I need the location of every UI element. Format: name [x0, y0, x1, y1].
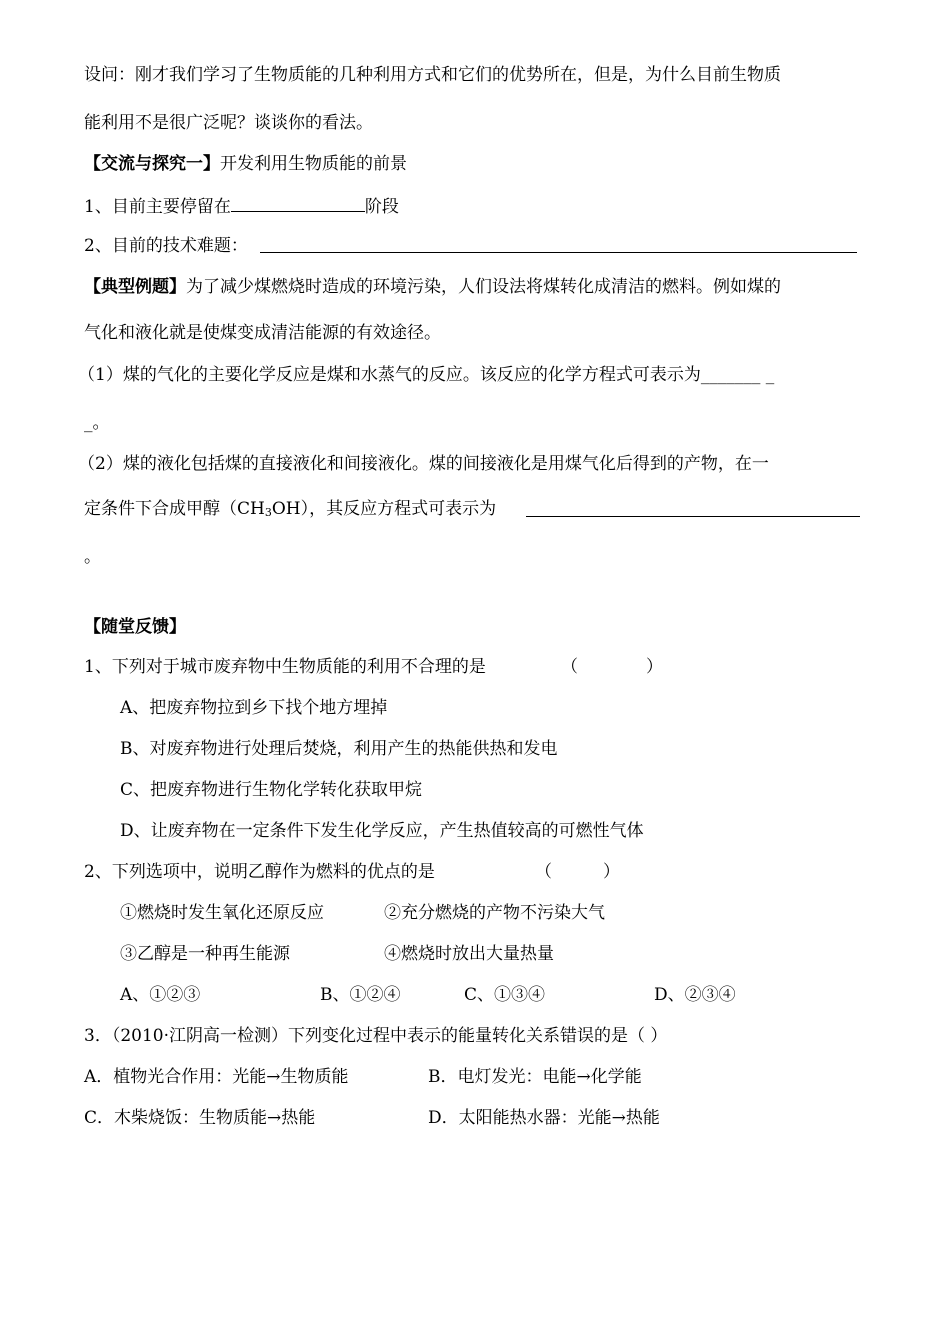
explore1-item1-suffix: 阶段: [364, 197, 399, 217]
feedback-q2-option-b: B、①②④: [320, 985, 401, 1005]
feedback-q2-statement-4: ④燃烧时放出大量热量: [384, 944, 554, 964]
feedback-q2-option-d: D、②③④: [654, 985, 736, 1005]
feedback-q3-option-b: B．电灯发光：电能→化学能: [428, 1067, 642, 1087]
intro-line-1: 设问：刚才我们学习了生物质能的几种利用方式和它们的优势所在，但是，为什么目前生物质: [84, 65, 781, 85]
explore1-item2-prefix: 2、目前的技术难题：: [84, 236, 248, 256]
intro-line-2: 能利用不是很广泛呢？谈谈你的看法。: [84, 113, 373, 133]
explore1-item1-blank[interactable]: [231, 194, 365, 212]
feedback-q3-option-d: D．太阳能热水器：光能→热能: [428, 1108, 660, 1128]
feedback-q1-option-c: C、把废弃物进行生物化学转化获取甲烷: [120, 780, 423, 800]
feedback-q2-stem: 2、下列选项中，说明乙醇作为燃料的优点的是: [84, 862, 435, 882]
feedback-q1-option-a: A、把废弃物拉到乡下找个地方埋掉: [120, 698, 388, 718]
explore1-item1-prefix: 1、目前主要停留在: [84, 197, 231, 217]
feedback-q3-option-a: A．植物光合作用：光能→生物质能: [84, 1067, 349, 1087]
explore1-item-1: [84, 194, 399, 218]
feedback-q3-stem: 3．（2010·江阴高一检测）下列变化过程中表示的能量转化关系错误的是（ ）: [84, 1026, 668, 1046]
feedback-q1-text: 1、下列对于城市废弃物中生物质能的利用不合理的是: [84, 657, 486, 677]
explore1-heading-line: [84, 153, 407, 175]
feedback-q3-option-c: C．木柴烧饭：生物质能→热能: [84, 1108, 316, 1128]
feedback-q2-answer-paren[interactable]: （ ）: [535, 862, 620, 882]
feedback-q1-stem: [84, 656, 486, 678]
feedback-q1-option-b: B、对废弃物进行处理后焚烧，利用产生的热能供热和发电: [120, 739, 558, 759]
example-q2-text-b: OH），其反应方程式可表示为: [271, 499, 497, 519]
feedback-q1-answer-paren[interactable]: （ ）: [561, 657, 663, 677]
feedback-q1-option-d: D、让废弃物在一定条件下发生化学反应，产生热值较高的可燃性气体: [120, 821, 644, 841]
example-q2-line-1: （2）煤的液化包括煤的直接液化和间接液化。煤的间接液化是用煤气化后得到的产物，在一: [78, 454, 769, 474]
example-text-1: 为了减少煤燃烧时造成的环境污染，人们设法将煤转化成清洁的燃料。例如煤的: [186, 277, 781, 297]
explore1-title: 开发利用生物质能的前景: [220, 154, 407, 174]
explore1-heading: 【交流与探究一】: [84, 154, 220, 174]
example-q2-subscript: 3: [264, 506, 272, 519]
example-q1-blank[interactable]: _______ _: [700, 365, 775, 385]
feedback-heading: 【随堂反馈】: [84, 617, 186, 637]
example-q2-blank[interactable]: [526, 516, 860, 517]
explore1-item-2: [84, 235, 248, 257]
example-line-1: [84, 276, 781, 298]
example-q1-end: _。: [84, 413, 110, 433]
example-q2-line-2: [84, 498, 496, 524]
feedback-q2-option-c: C、①③④: [464, 985, 546, 1005]
example-q2-text-a: 定条件下合成甲醇（CH: [84, 499, 265, 519]
example-line-2: 气化和液化就是使煤变成清洁能源的有效途径。: [84, 323, 441, 343]
feedback-q2-statement-3: ③乙醇是一种再生能源: [120, 944, 290, 964]
example-q1-text: （1）煤的气化的主要化学反应是煤和水蒸气的反应。该反应的化学方程式可表示为: [78, 365, 701, 385]
example-q1: [78, 364, 774, 386]
example-heading: 【典型例题】: [84, 277, 186, 297]
feedback-q2-statement-1: ①燃烧时发生氧化还原反应: [120, 903, 324, 923]
feedback-q2-statement-2: ②充分燃烧的产物不污染大气: [384, 903, 605, 923]
feedback-q2-option-a: A、①②③: [120, 985, 201, 1005]
example-q2-end: 。: [84, 547, 101, 567]
explore1-item2-blank[interactable]: [260, 252, 857, 253]
